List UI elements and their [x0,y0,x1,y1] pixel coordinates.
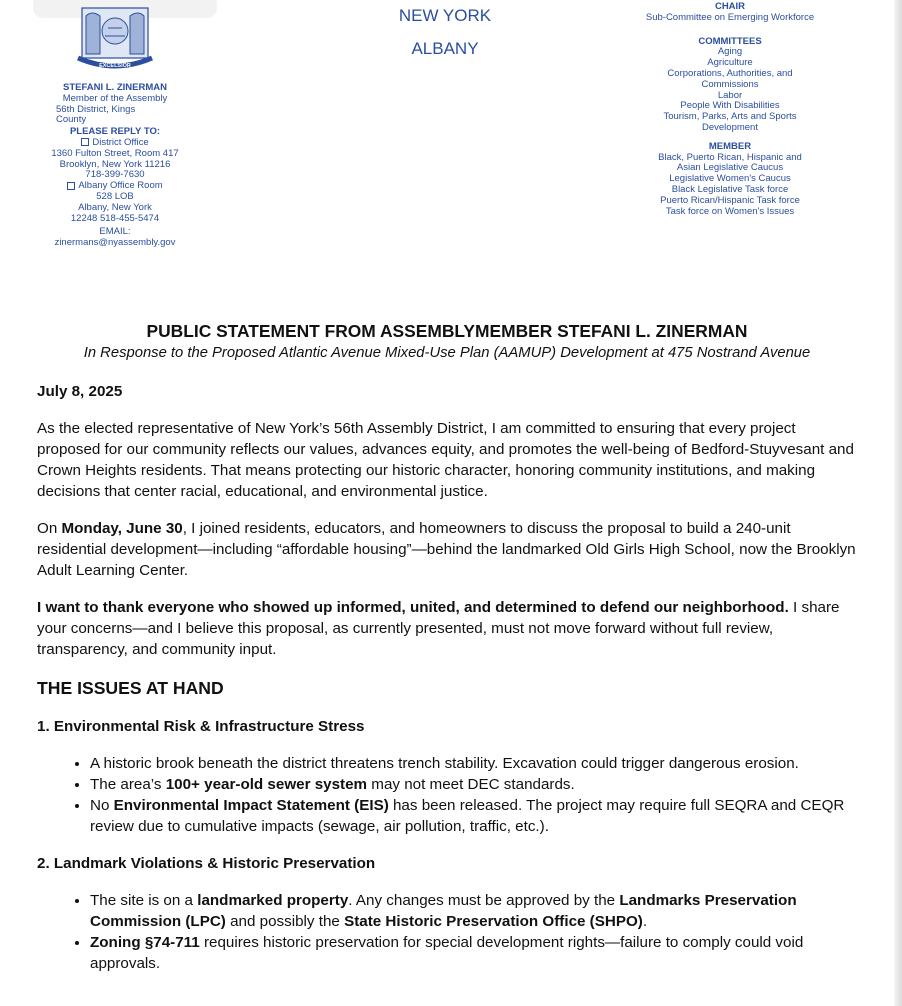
member-item: Black Legislative Task force [671,183,789,195]
member-item: Black, Puerto Rican, Hispanic and [658,151,802,163]
thanks-statement: I want to thank everyone who showed up informed, united, and determined to defend our neighborhood. [37,599,789,616]
district-address-1: 1360 Fulton Street, Room 417 [51,147,179,159]
member-label: MEMBER [708,140,752,152]
committees-label: COMMITTEES [698,35,762,47]
committee-item: Aging [717,46,743,58]
albany-address-2: Albany, New York [78,201,152,213]
statement-date: July 8, 2025 [37,383,123,400]
statement-body [37,320,857,974]
albany-address-1: 528 LOB [96,190,134,202]
committee-item: Tourism, Parks, Arts and Sports [663,111,797,123]
page-edge-shadow [894,0,902,1006]
email-link[interactable]: zinermans@nyassembly.gov [54,237,176,249]
paragraph-thanks: I want to thank everyone who showed up informed, united, and determined to defend our neighborhood. I share your concerns—and I believe this proposal, as currently presented, must not move forward without full review, transparency, and community input. [37,599,840,658]
albany-office-label: Albany Office Room [40,181,190,192]
paragraph-intro: As the elected representative of New York’s 56th Assembly District, I am committed to ensuring that every project proposed for our community reflects our values, advances equity, and promotes the well-being of Bedford-Stuyvesant and Crown Heights residents. That means protecting our historic character, honoring community institutions, and making decisions that center racial, educational, and environmental justice. [37,420,854,500]
committee-item: Labor [717,89,743,101]
letterhead-state: NEW YORK [398,6,492,25]
meeting-date: Monday, June 30 [61,520,183,537]
member-item: Task force on Women's Issues [665,205,795,217]
section-1-list [37,753,857,837]
list-item: • The site is on a landmarked property. Any changes must be approved by the Landmarks Preservation Commission (LPC) and possibly the State Historic Preservation Office (SHPO). [90,890,857,932]
district-phone: 718-399-7630 [85,169,145,181]
checkbox-icon [67,182,75,190]
district-line-2: County [56,114,87,126]
letterhead-left [40,83,190,249]
district-office-label: District Office [40,138,190,149]
list-item: • No Environmental Impact Statement (EIS) has been released. The project may require full SEQRA and CEQR review due to cumulative impacts (sewage, air pollution, traffic, etc.). [90,795,857,837]
member-item: Legislative Women's Caucus [669,173,791,185]
member-item: Asian Legislative Caucus [676,162,784,174]
letterhead-city: ALBANY [411,39,479,58]
district-line-1: 56th District, Kings [56,103,136,115]
committee-item: Agriculture [707,57,753,69]
reply-label: PLEASE REPLY TO: [69,126,161,138]
statement-title: PUBLIC STATEMENT FROM ASSEMBLYMEMBER STEFANI L. ZINERMAN [146,321,748,341]
district-address-2: Brooklyn, New York 11216 [59,158,171,170]
email-label: EMAIL: [99,226,131,238]
committee-item: People With Disabilities [680,100,780,112]
issues-heading: THE ISSUES AT HAND [37,678,224,698]
chair-label: CHAIR [714,1,746,12]
checkbox-icon [81,138,89,146]
albany-address-3: 12248 518-455-5474 [70,212,160,224]
section-2-list [37,890,857,974]
letterhead-right [640,2,820,217]
chair-item: Sub-Committee on Emerging Workforce [645,11,815,23]
member-name: STEFANI L. ZINERMAN [63,82,167,93]
new-york-state-seal-icon [72,6,158,74]
list-item: • Zoning §74-711 requires historic preservation for special development rights—failure to comply could void approvals. [90,932,857,974]
paragraph-meeting: On Monday, June 30, I joined residents, educators, and homeowners to discuss the proposal to build a 240-unit residential development—including “affordable housing”—behind the landmarked Old Girls High School, now the Brooklyn Adult Learning Center. [37,520,856,579]
section-2-heading: 2. Landmark Violations & Historic Preservation [37,855,376,872]
member-role: Member of the Assembly [62,92,168,104]
statement-subtitle: In Response to the Proposed Atlantic Avenue Mixed-Use Plan (AAMUP) Development at 475 Nostrand Avenue [83,345,811,361]
list-item: • A historic brook beneath the district threatens trench stability. Excavation could trigger dangerous erosion. [90,753,857,774]
committee-item: Corporations, Authorities, and [667,67,793,79]
committee-item: Development [702,121,758,133]
section-1-heading: 1. Environmental Risk & Infrastructure Stress [37,718,365,735]
seal-motto: EXCELSIOR [99,63,131,69]
list-item: • The area’s 100+ year-old sewer system may not meet DEC standards. [90,774,857,795]
member-item: Puerto Rican/Hispanic Task force [660,194,800,206]
committee-item: Commissions [701,78,759,90]
